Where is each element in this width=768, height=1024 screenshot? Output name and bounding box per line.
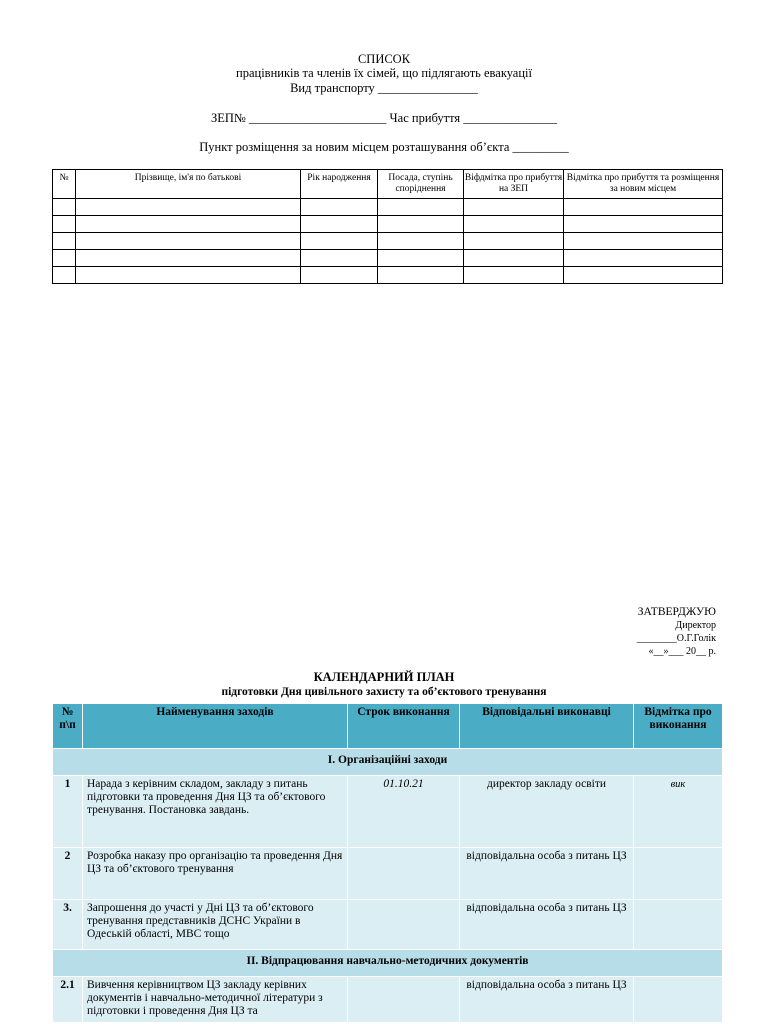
row-responsible: директор закладу освіти (460, 776, 634, 848)
table-row (53, 250, 723, 267)
row-responsible: відповідальна особа з питань ЦЗ (460, 848, 634, 900)
header-activity: Найменування заходів (83, 704, 348, 749)
row-completion-mark (634, 977, 723, 1023)
header-responsible: Відповідальні виконавці (460, 704, 634, 749)
evacuation-table-header (53, 170, 723, 199)
zep-line: ЗЕП№ ______________________ Час прибуття _______________ (210, 111, 558, 125)
row-term (348, 977, 460, 1023)
plan-title: КАЛЕНДАРНИЙ ПЛАН (313, 670, 455, 684)
placement-point-line: Пункт розміщення за новим місцем розташування об’єкта _________ (199, 140, 569, 154)
table-row (53, 233, 723, 250)
table-row (53, 900, 723, 950)
list-subtitle: працівників та членів їх сімей, що підлягають евакуації (236, 66, 532, 80)
row-number: 2 (53, 848, 83, 900)
row-activity: Вивчення керівництвом ЦЗ закладу керівних документів і навчально-методичної літератури з підготовки і проведення Дня ЦЗ та (83, 977, 348, 1023)
row-term: 01.10.21 (348, 776, 460, 848)
col-number: № (53, 170, 76, 199)
table-row (53, 199, 723, 216)
section-row-organizational (53, 749, 723, 776)
header-term: Строк виконання (348, 704, 460, 749)
row-activity: Нарада з керівним складом, закладу з питань підготовки та проведення Дня ЦЗ та об’єктового тренування. Постановка завдань. (83, 776, 348, 848)
row-completion-mark: вик (634, 776, 723, 848)
table-row (53, 216, 723, 233)
row-activity: Запрошення до участі у Дні ЦЗ та об’єктового тренування представників ДСНС України в Одеській області, МВС тощо (83, 900, 348, 950)
row-number: 3. (53, 900, 83, 950)
approver-signature: ________О.Г.Голік (636, 633, 716, 644)
section-title: ІІ. Відпрацювання навчально-методичних документів (53, 950, 723, 977)
col-full-name: Прізвище, ім'я по батькові (76, 170, 301, 199)
table-row (53, 267, 723, 284)
row-activity: Розробка наказу про організацію та проведення Дня ЦЗ та об’єктового тренування (83, 848, 348, 900)
col-arrival-zep: Віфдмітка про прибуття на ЗЕП (464, 170, 564, 199)
approver-position: Директор (675, 620, 716, 631)
row-completion-mark (634, 848, 723, 900)
section-title: І. Організаційні заходи (53, 749, 723, 776)
transport-line: Вид транспорту ________________ (290, 81, 478, 95)
row-responsible: відповідальна особа з питань ЦЗ (460, 977, 634, 1023)
row-number: 1 (53, 776, 83, 848)
col-position-kinship: Посада, ступінь споріднення (378, 170, 464, 199)
header-completion-mark: Відмітка про виконання (634, 704, 723, 749)
plan-table-header (53, 704, 723, 749)
list-title: СПИСОК (357, 52, 411, 66)
evacuation-list-table (52, 169, 723, 284)
row-completion-mark (634, 900, 723, 950)
table-row (53, 977, 723, 1023)
section-row-methodological (53, 950, 723, 977)
approval-block (540, 606, 716, 658)
row-term (348, 900, 460, 950)
approval-date: «__»___ 20__ р. (648, 646, 716, 657)
row-term (348, 848, 460, 900)
table-row (53, 848, 723, 900)
calendar-plan-table (52, 703, 723, 1023)
approve-label: ЗАТВЕРДЖУЮ (637, 606, 716, 618)
col-birth-year: Рік народження (301, 170, 378, 199)
row-number: 2.1 (53, 977, 83, 1023)
plan-subtitle: підготовки Дня цивільного захисту та об’єктового тренування (221, 686, 547, 698)
table-row (53, 776, 723, 848)
col-arrival-placement: Відмітка про прибуття та розміщення за новим місцем (564, 170, 723, 199)
header-number: № п\п (53, 704, 83, 749)
row-responsible: відповідальна особа з питань ЦЗ (460, 900, 634, 950)
